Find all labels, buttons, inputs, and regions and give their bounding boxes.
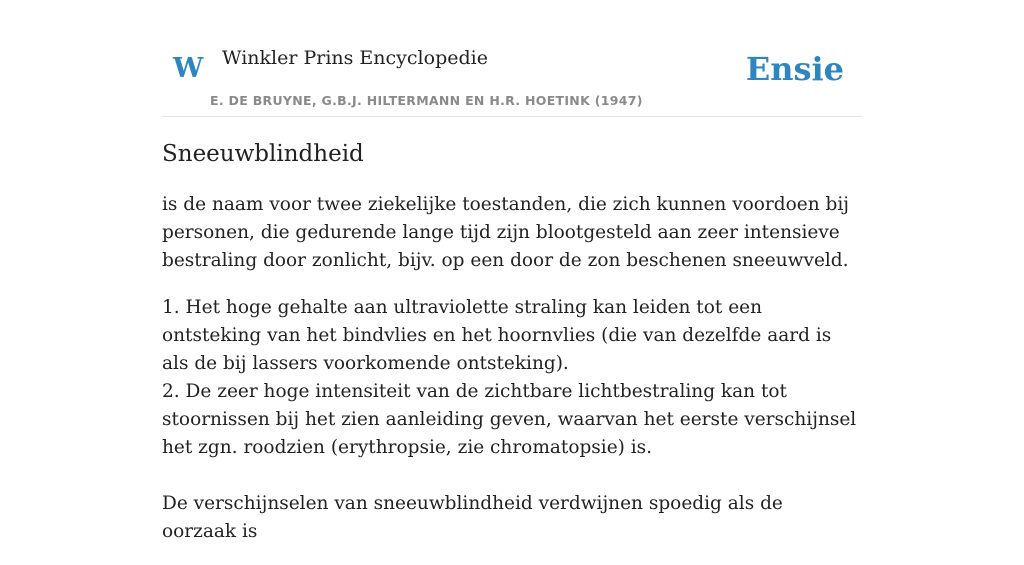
source-logo: W	[173, 53, 204, 84]
list-item-ultraviolet: 1. Het hoge gehalte aan ultraviolette straling kan leiden tot een ontsteking van het bindvlies en het hoornvlies (die van dezelfde aard is als de bij lassers voorkomende ontsteking).	[162, 297, 832, 374]
list-item-visible-light: 2. De zeer hoge intensiteit van de zichtbare lichtbestraling kan tot stoornissen bij het zien aanleiding geven, waarvan het eerste verschijnsel het zgn. roodzien (erythropsie, zie chromatopsie) is.	[162, 381, 857, 458]
article	[162, 138, 862, 565]
source-header	[162, 0, 862, 117]
article-paragraph-recovery: De verschijnselen van sneeuwblindheid verdwijnen spoedig als de oorzaak is	[162, 493, 783, 542]
source-authors: E. DE BRUYNE, G.B.J. HILTERMANN EN H.R. HOETINK (1947)	[210, 93, 643, 108]
source-title[interactable]: Winkler Prins Encyclopedie	[222, 47, 488, 69]
article-paragraph-intro: is de naam voor twee ziekelijke toestanden, die zich kunnen voordoen bij personen, die gedurende lange tijd zijn blootgesteld aan zeer intensieve bestraling door zonlicht, bijv. op een door de zon beschenen sneeuwveld.	[162, 194, 849, 271]
ensie-logo[interactable]: Ensie	[745, 50, 844, 88]
article-title: Sneeuwblindheid	[162, 141, 364, 167]
article-body	[162, 191, 862, 546]
article-list	[162, 294, 862, 462]
